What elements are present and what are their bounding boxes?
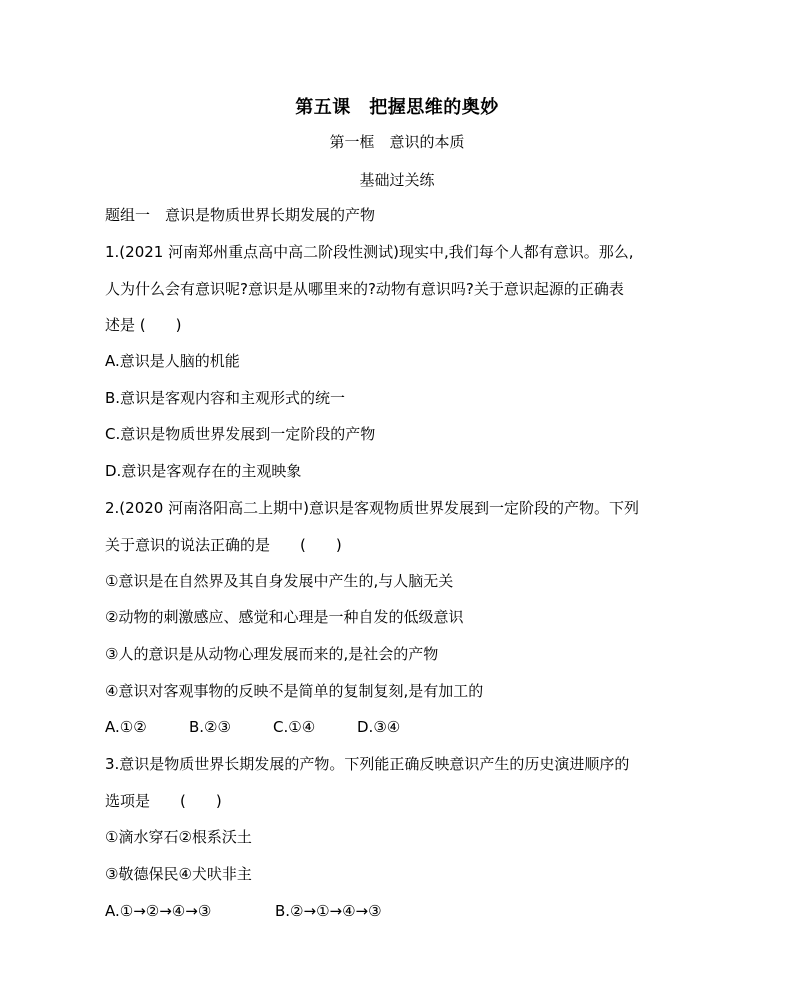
q1-option-a: A.意识是人脑的机能 bbox=[105, 352, 240, 370]
section-title: 基础过关练 bbox=[359, 171, 435, 189]
lesson-title: 第五课 把握思维的奥妙 bbox=[295, 97, 499, 118]
q2-options bbox=[105, 717, 400, 737]
q3-options bbox=[105, 901, 382, 921]
q3-stem-line1: 3.意识是物质世界长期发展的产物。下列能正确反映意识产生的历史演进顺序的 bbox=[105, 755, 630, 773]
q3-option-a: A.①→②→④→③ bbox=[105, 902, 212, 920]
q2-option-d: D.③④ bbox=[357, 718, 401, 736]
q3-option-b: B.②→①→④→③ bbox=[275, 902, 382, 920]
q1-stem-line2: 人为什么会有意识呢?意识是从哪里来的?动物有意识吗?关于意识起源的正确表 bbox=[105, 280, 624, 298]
q1-option-b: B.意识是客观内容和主观形式的统一 bbox=[105, 389, 346, 407]
group-title: 题组一 意识是物质世界长期发展的产物 bbox=[105, 206, 376, 224]
q1-option-d: D.意识是客观存在的主观映象 bbox=[105, 462, 302, 480]
q3-statements-1-2: ①滴水穿石②根系沃土 bbox=[105, 828, 252, 846]
q2-option-c: C.①④ bbox=[273, 718, 316, 736]
q2-statement-2: ②动物的刺激感应、感觉和心理是一种自发的低级意识 bbox=[105, 608, 464, 626]
frame-title: 第一框 意识的本质 bbox=[329, 133, 465, 151]
q1-stem-line3: 述是 ( ) bbox=[105, 316, 182, 334]
q1-stem-line1: 1.(2021 河南郑州重点高中高二阶段性测试)现实中,我们每个人都有意识。那么, bbox=[105, 243, 634, 261]
q2-statement-1: ①意识是在自然界及其自身发展中产生的,与人脑无关 bbox=[105, 572, 454, 590]
q2-option-b: B.②③ bbox=[189, 718, 231, 736]
q2-stem-line2: 关于意识的说法正确的是 ( ) bbox=[105, 536, 342, 554]
q1-option-c: C.意识是物质世界发展到一定阶段的产物 bbox=[105, 425, 376, 443]
q2-stem-line1: 2.(2020 河南洛阳高二上期中)意识是客观物质世界发展到一定阶段的产物。下列 bbox=[105, 499, 639, 517]
q2-option-a: A.①② bbox=[105, 718, 147, 736]
q3-stem-line2: 选项是 ( ) bbox=[105, 792, 222, 810]
q3-statements-3-4: ③敬德保民④犬吠非主 bbox=[105, 865, 252, 883]
q2-statement-3: ③人的意识是从动物心理发展而来的,是社会的产物 bbox=[105, 645, 439, 663]
q2-statement-4: ④意识对客观事物的反映不是简单的复制复刻,是有加工的 bbox=[105, 682, 484, 700]
